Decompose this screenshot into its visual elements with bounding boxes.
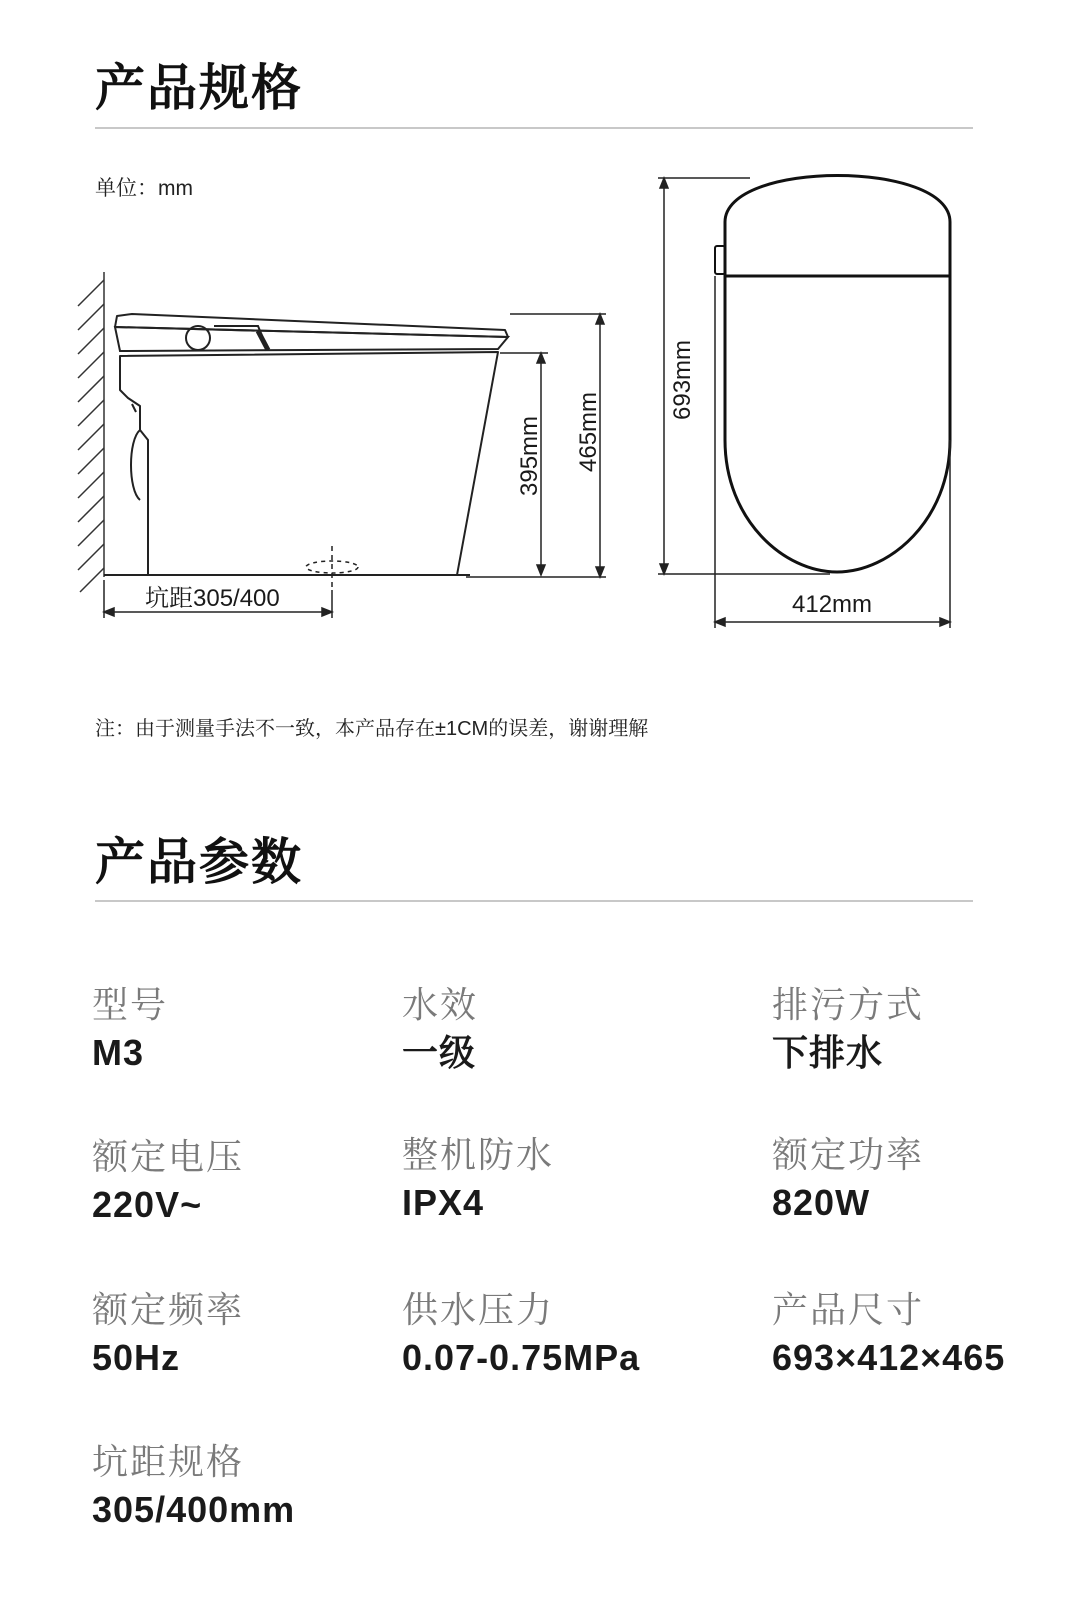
params-divider [95, 900, 973, 902]
toilet-dimension-diagram [0, 0, 1080, 700]
param-rated-power [772, 1133, 1072, 1229]
total-height-label: 465mm [575, 391, 602, 472]
param-value: 下排水 [772, 1032, 884, 1073]
param-label: 整机防水 [402, 1134, 555, 1175]
param-product-size [772, 1288, 1072, 1384]
param-value: M3 [92, 1032, 145, 1073]
param-value: 50Hz [92, 1337, 181, 1378]
params-section-title: 产品参数 [95, 834, 303, 890]
param-water-efficiency [402, 983, 732, 1079]
param-value: 305/400mm [92, 1489, 296, 1530]
param-label: 排污方式 [772, 984, 925, 1025]
param-value: 一级 [402, 1032, 477, 1073]
seat-height-label: 395mm [516, 415, 543, 496]
param-value: IPX4 [402, 1182, 485, 1223]
width-dim [715, 276, 950, 628]
param-label: 额定功率 [772, 1134, 925, 1175]
param-value: 820W [772, 1182, 871, 1223]
param-rated-voltage [92, 1135, 422, 1231]
param-value: 693×412×465 [772, 1337, 1006, 1378]
wall-hatching [78, 272, 104, 592]
param-model [92, 983, 422, 1079]
unit-label: 单位：mm [95, 177, 193, 200]
toilet-side-view [104, 314, 508, 590]
param-label: 额定电压 [92, 1136, 245, 1177]
param-label: 供水压力 [402, 1289, 555, 1330]
param-label: 额定频率 [92, 1289, 245, 1330]
param-water-pressure [402, 1288, 732, 1384]
param-value: 220V~ [92, 1184, 203, 1225]
toilet-top-view [715, 176, 950, 573]
param-drain-type [772, 983, 1072, 1079]
param-label: 坑距规格 [92, 1441, 245, 1482]
param-label: 产品尺寸 [772, 1289, 925, 1330]
length-label: 693mm [669, 339, 696, 420]
param-label: 水效 [402, 984, 479, 1025]
param-pit-distance [92, 1440, 422, 1536]
param-value: 0.07-0.75MPa [402, 1337, 641, 1378]
param-label: 型号 [92, 984, 169, 1025]
pit-distance-label: 坑距305/400 [145, 585, 280, 612]
param-rated-frequency [92, 1288, 422, 1384]
width-label: 412mm [792, 591, 873, 618]
param-waterproof [402, 1133, 732, 1229]
spec-section-title: 产品规格 [95, 60, 303, 116]
measurement-note: 注：由于测量手法不一致，本产品存在±1CM的误差，谢谢理解 [95, 718, 649, 740]
